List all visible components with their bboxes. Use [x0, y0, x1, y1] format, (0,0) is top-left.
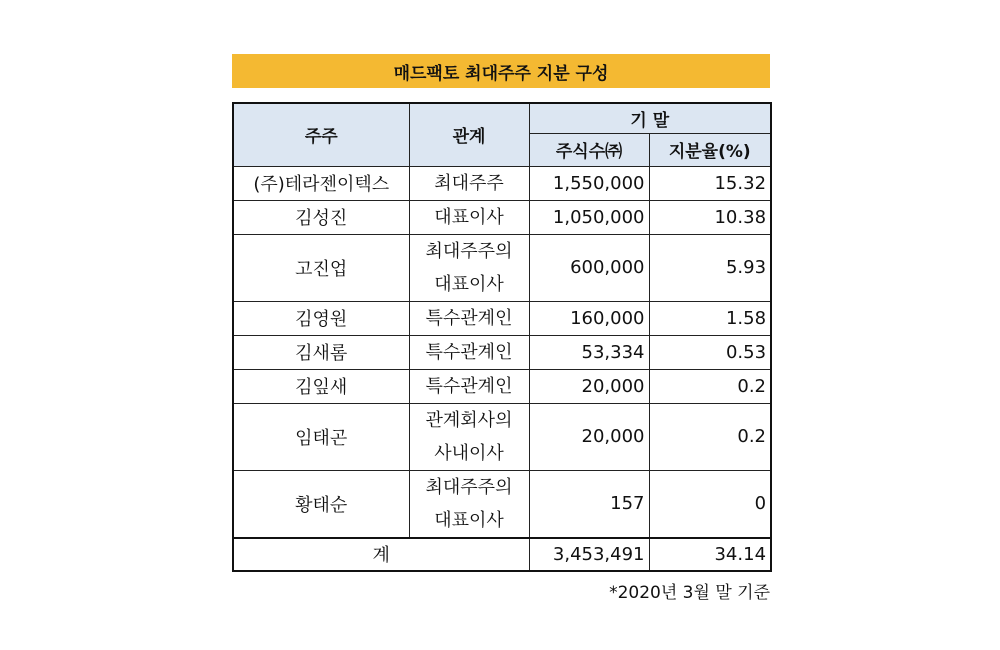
relation-line: 최대주주의: [425, 240, 513, 262]
shareholder-name: (주)테라젠이텍스: [233, 166, 409, 200]
shareholder-table: [232, 102, 772, 572]
relation-line: 사내이사: [434, 442, 504, 464]
header-period: 기 말: [529, 103, 771, 133]
ratio-value: 15.32: [649, 166, 771, 200]
ratio-value: 0.2: [649, 369, 771, 403]
relation-line: 특수관계인: [425, 375, 513, 397]
ratio-value: 1.58: [649, 301, 771, 335]
shareholder-name: 임태곤: [233, 403, 409, 470]
relation-line: 특수관계인: [425, 307, 513, 329]
relation-line: 특수관계인: [425, 341, 513, 363]
shares-value: 1,050,000: [529, 200, 649, 234]
relation-line: 최대주주의: [425, 476, 513, 498]
shares-value: 53,334: [529, 335, 649, 369]
header-relation: 관계: [409, 103, 529, 166]
shareholder-name: 김성진: [233, 200, 409, 234]
shareholder-name: 김잎새: [233, 369, 409, 403]
table-title: 매드팩토 최대주주 지분 구성: [232, 54, 770, 88]
shares-value: 20,000: [529, 403, 649, 470]
ratio-value: 0.2: [649, 403, 771, 470]
relation-cell: [409, 470, 529, 538]
header-ratio: 지분율(%): [649, 133, 771, 166]
relation-cell: [409, 369, 529, 403]
shares-value: 20,000: [529, 369, 649, 403]
relation-cell: [409, 403, 529, 470]
shares-value: 600,000: [529, 234, 649, 301]
shares-value: 160,000: [529, 301, 649, 335]
shares-value: 1,550,000: [529, 166, 649, 200]
total-shares: 3,453,491: [529, 538, 649, 571]
table-row: [233, 403, 771, 470]
relation-cell: [409, 234, 529, 301]
table-row: [233, 301, 771, 335]
relation-cell: [409, 200, 529, 234]
shareholder-name: 김새롬: [233, 335, 409, 369]
total-label: 계: [233, 538, 529, 571]
ratio-value: 0: [649, 470, 771, 538]
shareholder-name: 고진업: [233, 234, 409, 301]
table-row: [233, 166, 771, 200]
table-row: [233, 335, 771, 369]
relation-cell: [409, 166, 529, 200]
ratio-value: 5.93: [649, 234, 771, 301]
table-row: [233, 470, 771, 538]
footnote: *2020년 3월 말 기준: [609, 583, 770, 603]
relation-cell: [409, 301, 529, 335]
relation-line: 관계회사의: [425, 409, 513, 431]
header-shares: 주식수㈜: [529, 133, 649, 166]
header-shareholder: 주주: [233, 103, 409, 166]
relation-line: 대표이사: [434, 509, 504, 531]
shareholder-name: 김영원: [233, 301, 409, 335]
table-row: [233, 200, 771, 234]
relation-line: 최대주주: [434, 172, 504, 194]
ratio-value: 0.53: [649, 335, 771, 369]
shares-value: 157: [529, 470, 649, 538]
relation-cell: [409, 335, 529, 369]
relation-line: 대표이사: [434, 206, 504, 228]
shareholder-name: 황태순: [233, 470, 409, 538]
total-ratio: 34.14: [649, 538, 771, 571]
relation-line: 대표이사: [434, 273, 504, 295]
table-row: [233, 369, 771, 403]
ratio-value: 10.38: [649, 200, 771, 234]
table-row: [233, 234, 771, 301]
